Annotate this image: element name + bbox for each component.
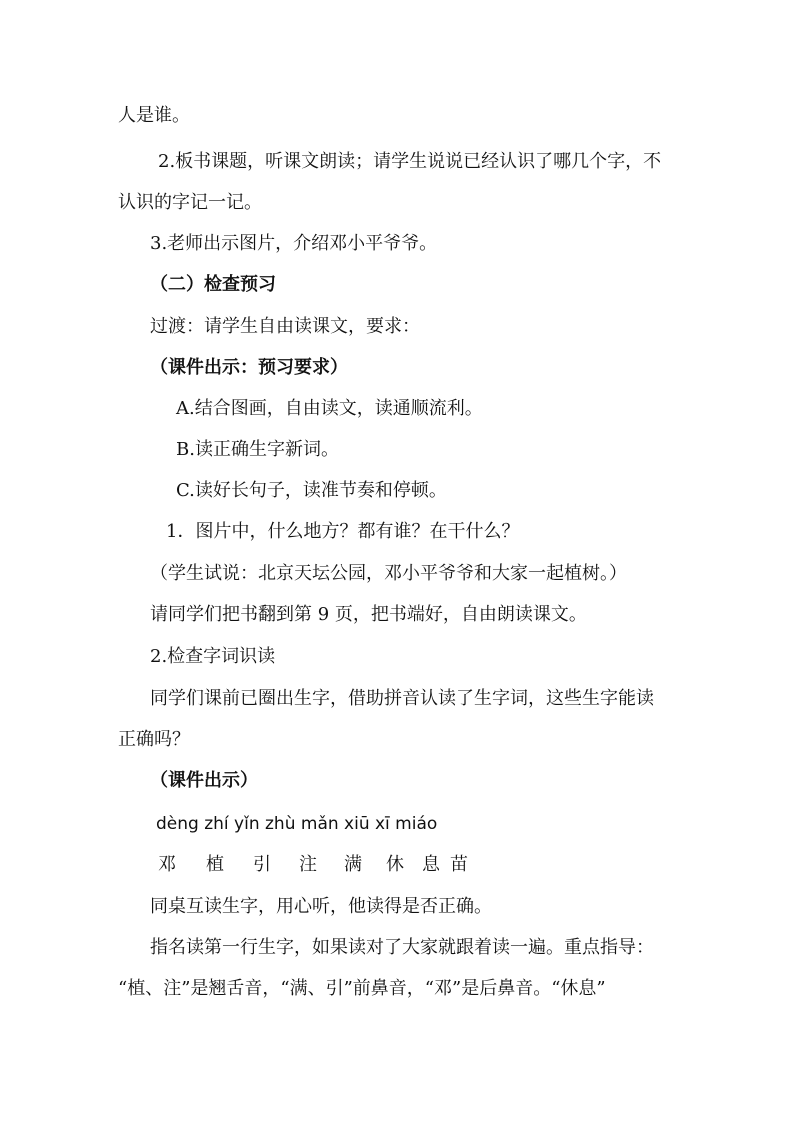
text-line-3: 认识的字记一记。 — [118, 192, 262, 213]
text-line-1: 人是谁。 — [118, 105, 190, 126]
text-line-21: “植、注”是翘舌音，“满、引”前鼻音，“邓”是后鼻音。“休息” — [118, 978, 606, 999]
pinyin-line: dèng zhí yǐn zhù mǎn xiū xī miáo — [156, 814, 438, 834]
requirement-c: C.读好长句子，读准节奏和停顿。 — [176, 480, 447, 501]
instruction-line: 请同学们把书翻到第 9 页，把书端好，自由朗读课文。 — [150, 604, 587, 625]
section-heading: （二）检查预习 — [150, 274, 276, 295]
text-line-6: 过渡：请学生自由读课文，要求： — [150, 316, 420, 337]
text-line-4: 3.老师出示图片，介绍邓小平爷爷。 — [150, 233, 438, 254]
character-zhi: 植 — [206, 854, 224, 875]
requirement-b: B.读正确生字新词。 — [176, 439, 339, 460]
question-line: 1．图片中，什么地方？都有谁？在干什么？ — [166, 521, 520, 542]
text-line-16: 正确吗？ — [118, 729, 190, 750]
character-miao: 苗 — [450, 854, 468, 875]
text-line-19: 同桌互读生字，用心听，他读得是否正确。 — [150, 896, 492, 917]
character-man: 满 — [344, 854, 362, 875]
student-answer-line: （学生试说：北京天坛公园，邓小平爷爷和大家一起植树。） — [150, 563, 627, 584]
courseware-heading-1: （课件出示：预习要求） — [150, 357, 348, 378]
text-line-2: 2.板书课题，听课文朗读；请学生说说已经认识了哪几个字，不 — [158, 151, 662, 172]
character-zhu: 注 — [299, 854, 317, 875]
character-yin: 引 — [253, 854, 271, 875]
requirement-a: A.结合图画，自由读文，读通顺流利。 — [176, 398, 483, 419]
check-words-heading: 2.检查字词识读 — [150, 646, 276, 667]
character-line — [150, 853, 480, 877]
text-line-15: 同学们课前已圈出生字，借助拼音认读了生字词，这些生字能读 — [150, 688, 654, 709]
courseware-heading-2: （课件出示） — [150, 770, 258, 791]
character-deng: 邓 — [158, 854, 176, 875]
text-line-20: 指名读第一行生字，如果读对了大家就跟着读一遍。重点指导： — [150, 937, 654, 958]
character-xi: 息 — [422, 854, 440, 875]
character-xiu: 休 — [386, 854, 404, 875]
